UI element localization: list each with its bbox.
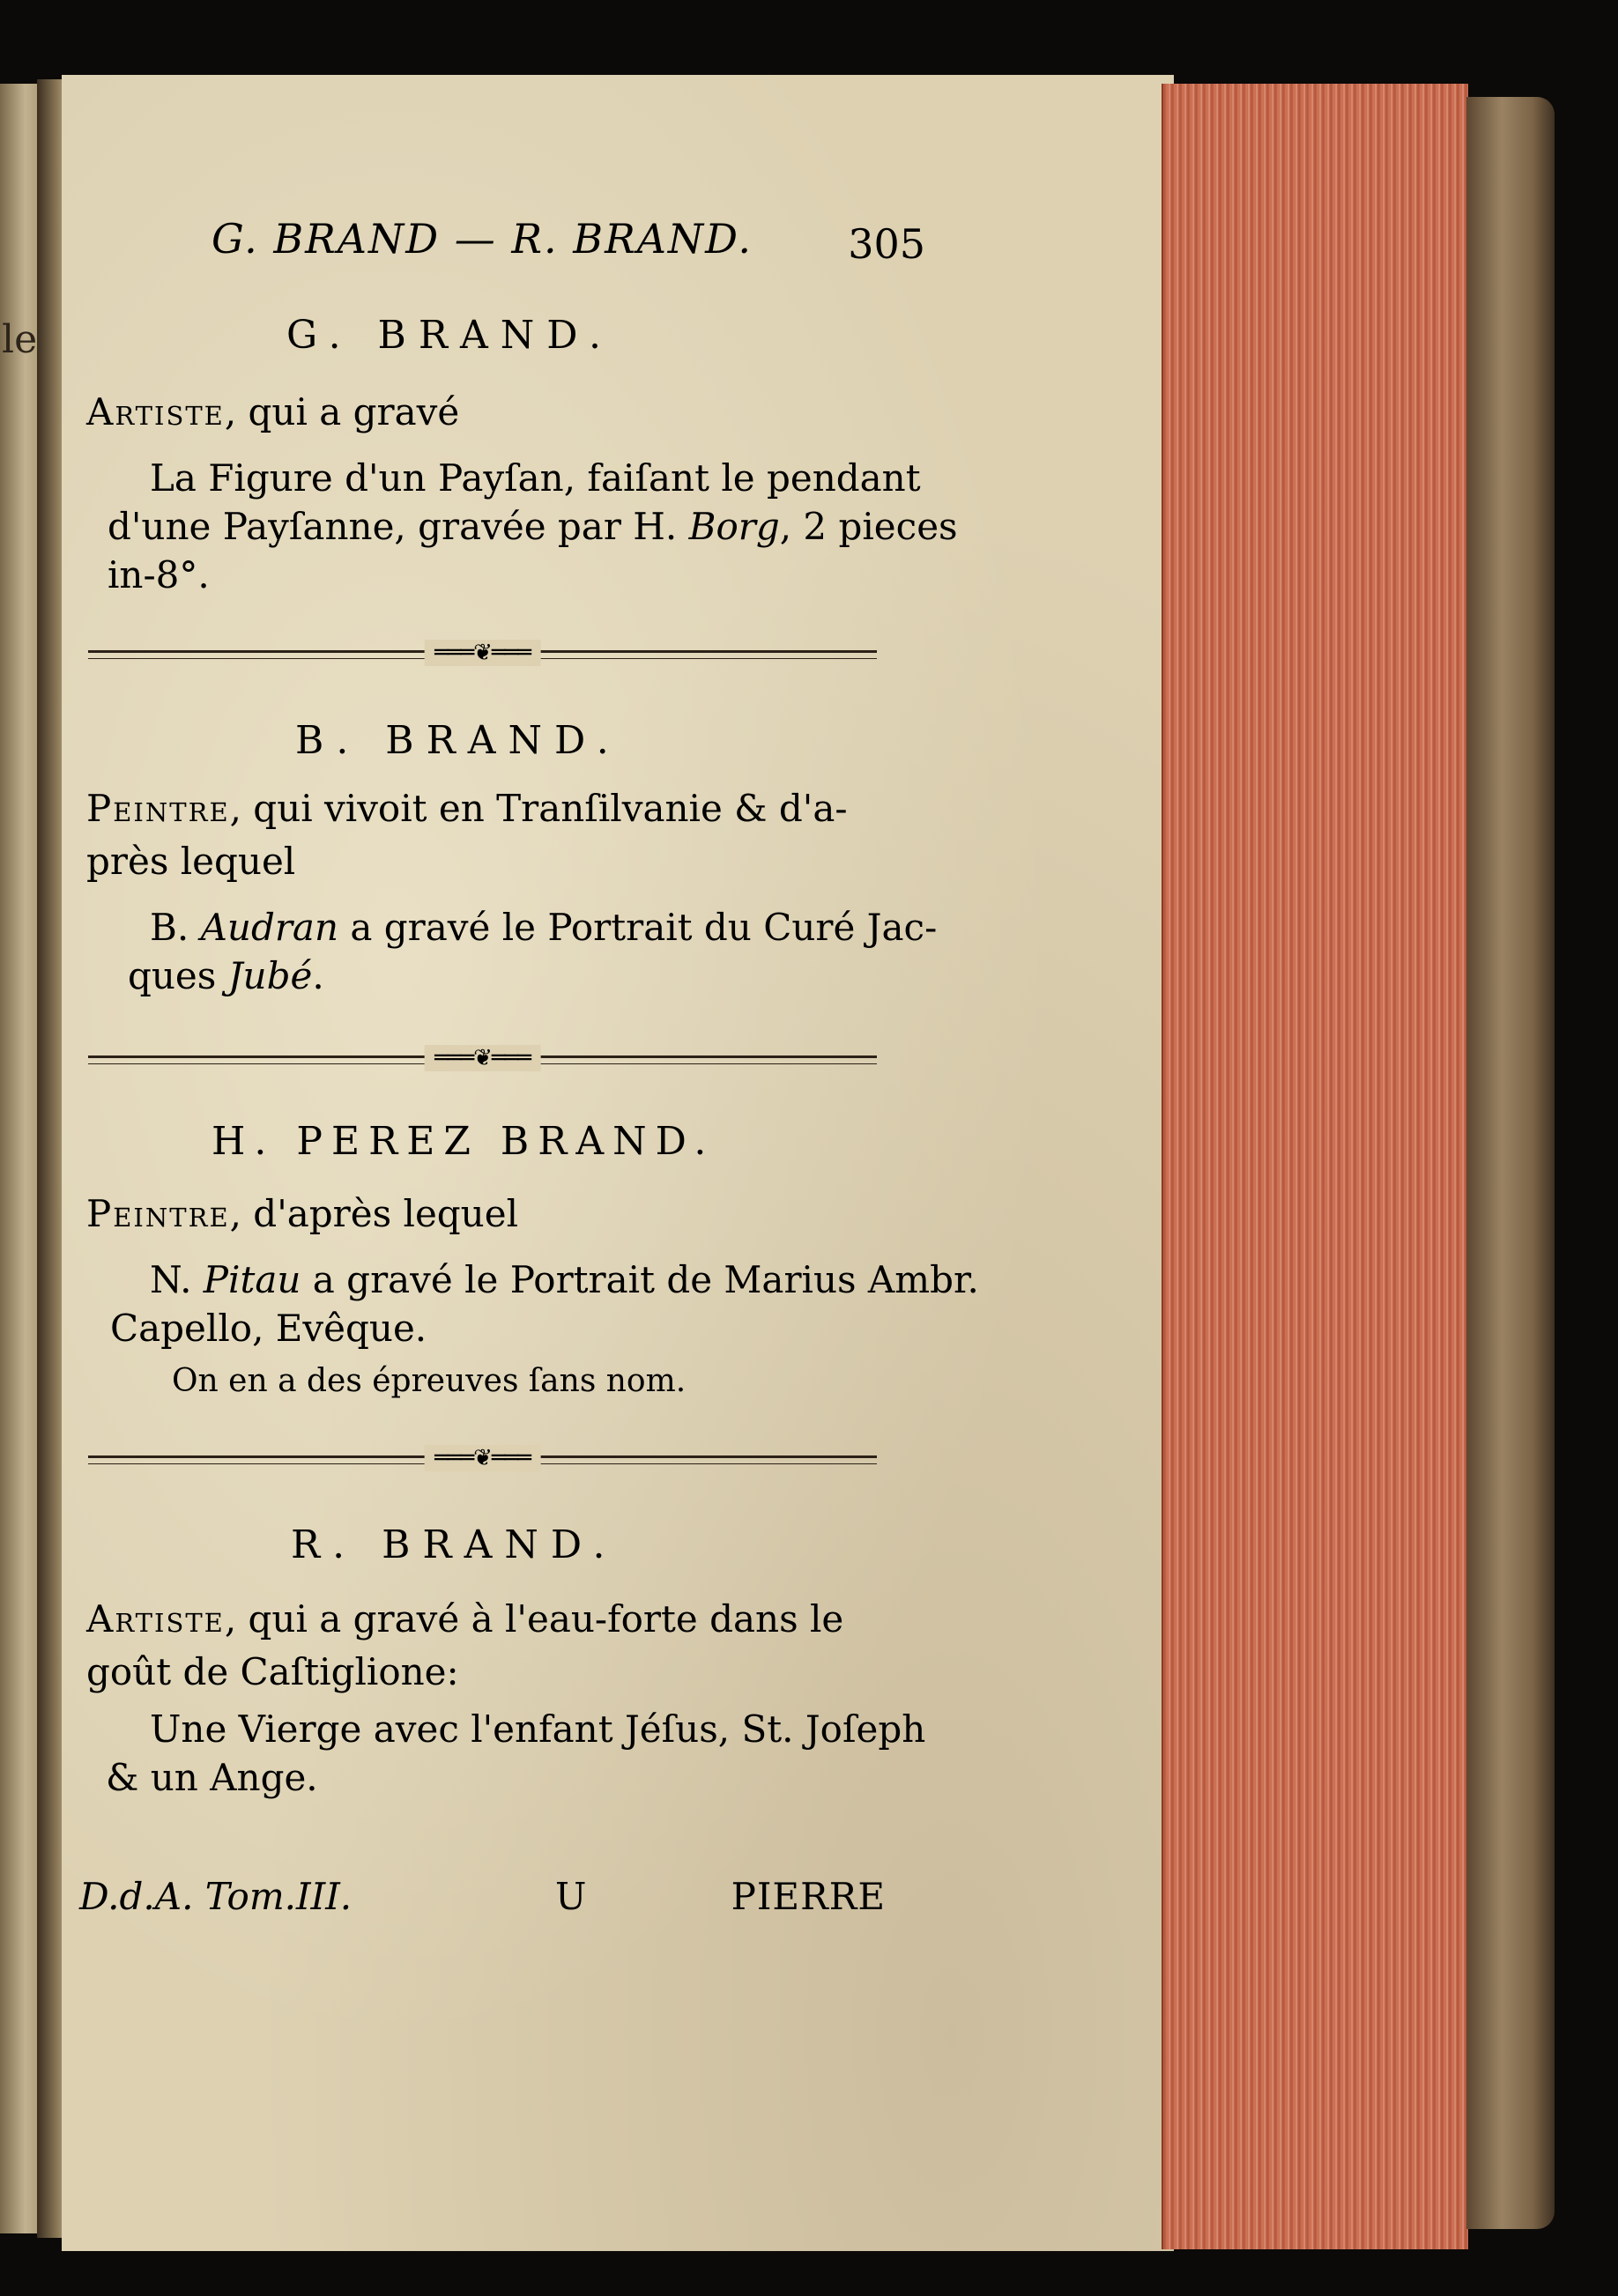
entry-line: Artiste, qui a gravé: [86, 390, 460, 433]
entry-heading-b-brand: B. BRAND.: [295, 718, 621, 763]
role-label: Peintre: [86, 1192, 230, 1235]
running-head: [150, 215, 925, 277]
left-page-fragment: le: [2, 317, 38, 362]
entry-line: & un Ange.: [106, 1756, 318, 1799]
entry-heading-g-brand: G. BRAND.: [286, 313, 613, 358]
entry-note: On en a des épreuves ſans nom.: [172, 1363, 687, 1399]
catchword: PIERRE: [731, 1875, 886, 1918]
book-spine: [1466, 97, 1555, 2229]
entry-heading-r-brand: R. BRAND.: [291, 1522, 618, 1567]
role-label: Peintre: [86, 787, 230, 830]
running-title: G. BRAND — R. BRAND.: [212, 215, 753, 263]
role-label: Artiste: [86, 1597, 225, 1641]
entry-line: Peintre, d'après lequel: [86, 1192, 519, 1235]
page-footer: [79, 1875, 886, 1928]
entry-line: près lequel: [86, 840, 296, 883]
entry-line: Une Vierge avec l'enfant Jéſus, St. Joſeph: [150, 1707, 926, 1751]
ornament-divider: ═══❦═══: [88, 1445, 877, 1471]
page-number: 305: [848, 220, 925, 268]
entry-line: N. Pitau a gravé le Portrait de Marius Ambr.: [150, 1258, 979, 1301]
page-edges: [1162, 84, 1468, 2249]
entry-line: d'une Payſanne, gravée par H. Borg, 2 pieces: [108, 505, 958, 548]
ornament-divider: ═══❦═══: [88, 1045, 877, 1071]
engraver-name: Pitau: [203, 1258, 301, 1301]
entry-line: ques Jubé.: [128, 954, 324, 997]
entry-line: in-8°.: [108, 553, 210, 596]
entry-line: goût de Caſtiglione:: [86, 1650, 459, 1693]
entry-line: La Figure d'un Payſan, faiſant le pendant: [150, 456, 921, 500]
entry-line: B. Audran a gravé le Portrait du Curé Jac-: [150, 906, 938, 949]
entry-heading-h-perez-brand: H. PEREZ BRAND.: [212, 1119, 716, 1164]
engraver-name: Audran: [200, 906, 339, 949]
engraver-name: Borg: [688, 505, 780, 548]
signature-volume: D.d.A. Tom.III.: [79, 1875, 353, 1918]
entry-line: Capello, Evêque.: [110, 1307, 427, 1350]
ornament-divider: ═══❦═══: [88, 640, 877, 666]
role-label: Artiste: [86, 390, 225, 433]
entry-line: Artiste, qui a gravé à l'eau-forte dans le: [86, 1597, 844, 1641]
entry-line: Peintre, qui vivoit en Tranſilvanie & d'a-: [86, 787, 848, 830]
signature-mark: U: [555, 1875, 587, 1918]
